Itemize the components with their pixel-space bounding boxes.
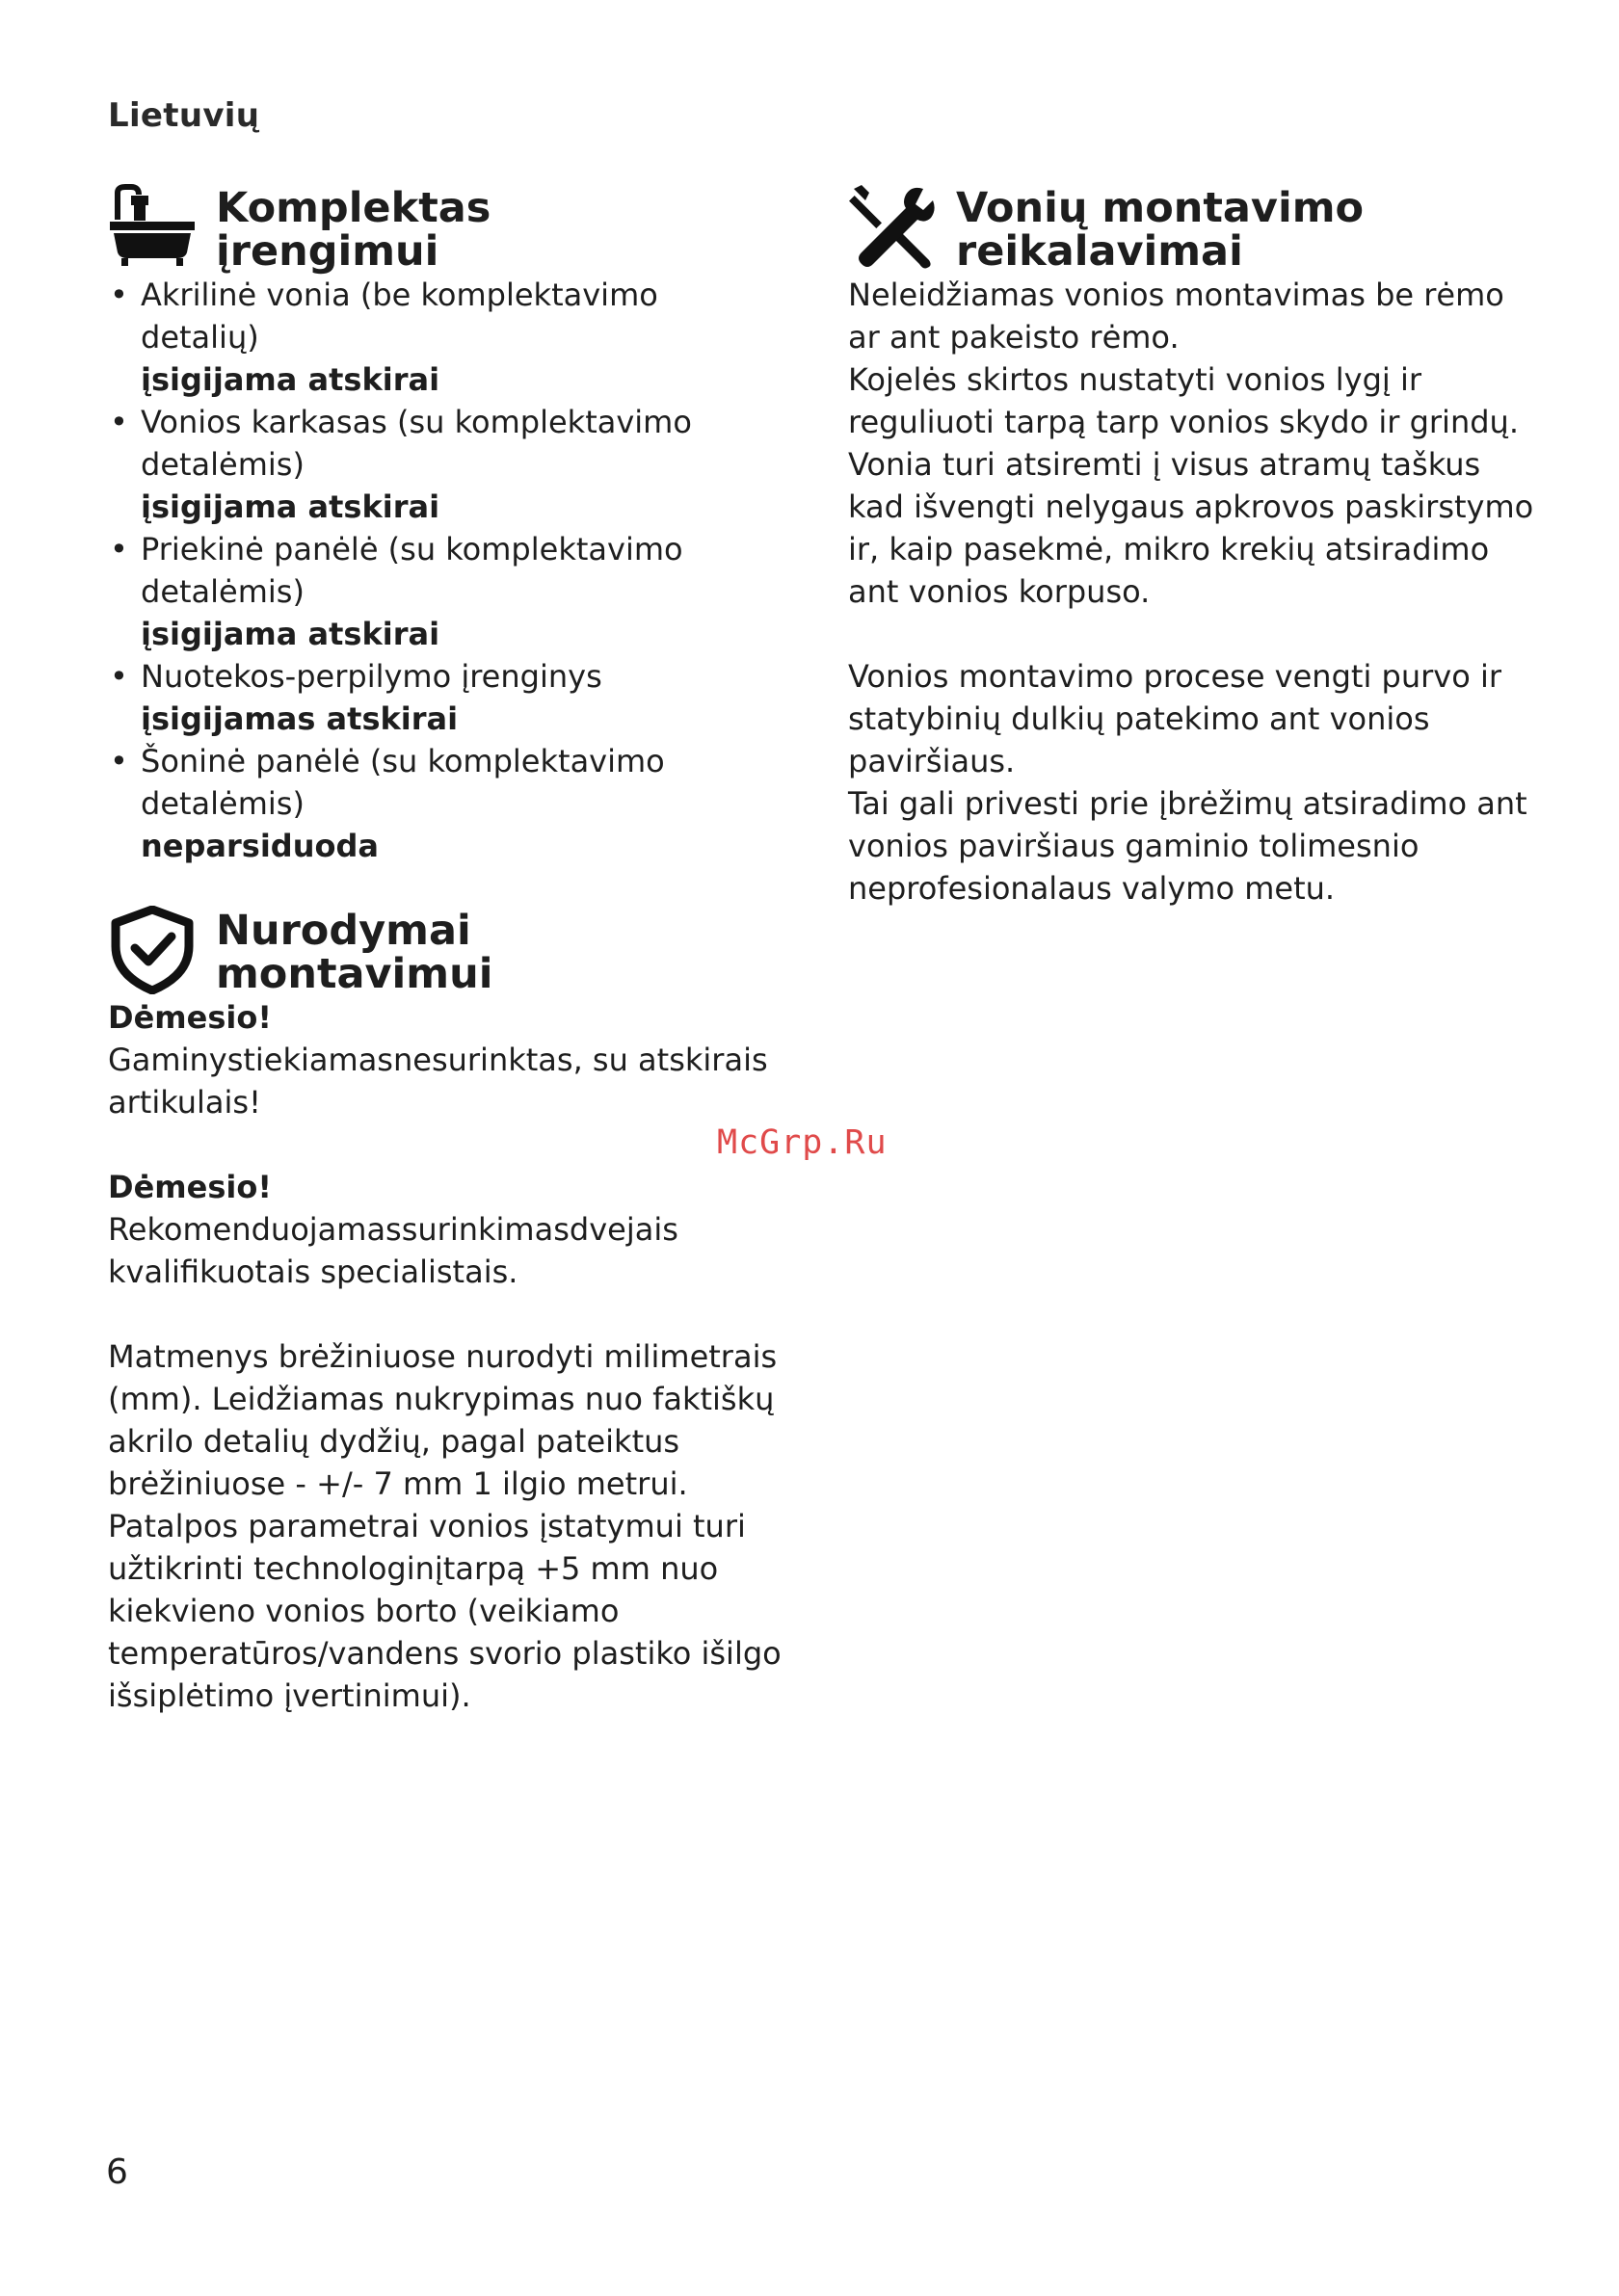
item-text: • Priekinė panėlė (su komplektavimo detalėmis) [141, 531, 683, 610]
list-item [108, 740, 783, 867]
kit-items-list [108, 274, 783, 867]
requirements-title-line1: Vonių montavimo [956, 184, 1365, 232]
warning-text: Rekomenduojamassurinkimasdvejais kvalifikuotais specialistais. [108, 1211, 678, 1290]
item-text: • Šoninė panėlė (su komplektavimo detalėmis) [141, 743, 665, 822]
list-item [108, 274, 783, 401]
item-text: • Akrilinė vonia (be komplektavimo detalių) [141, 277, 658, 356]
tools-icon [848, 183, 937, 272]
kit-section-header [108, 183, 783, 274]
left-column [108, 183, 783, 1717]
instructions-title-line1: Nurodymai [216, 907, 471, 955]
warning-heading: Dėmesio! [108, 1169, 272, 1205]
requirements-paragraph: Kojelės skirtos nustatyti vonios lygį ir reguliuoti tarpą tarp vonios skydo ir grindų. Vonia turi atsiremti į visus atramų taškus kad išvengti nelygaus apkrovos paskirstymo ir, kaip pasekmė, mikro krekių atsiradimo ant vonios korpuso. [848, 361, 1534, 610]
page-language-header: Lietuvių [108, 96, 260, 135]
watermark: McGrp.Ru [717, 1123, 888, 1162]
item-note: įsigijama atskirai [141, 616, 440, 652]
requirements-paragraph: Tai gali privesti prie įbrėžimų atsiradimo ant vonios paviršiaus gaminio tolimesnio neprofesionalaus valymo metu. [848, 785, 1527, 907]
page-number: 6 [106, 2152, 128, 2192]
instructions-section-header [108, 906, 783, 996]
requirements-title-line2: reikalavimai [956, 227, 1243, 276]
item-note: neparsiduoda [141, 828, 379, 864]
item-text: • Nuotekos-perpilymo įrenginys [141, 658, 602, 695]
requirements-title [956, 184, 1365, 276]
kit-title-line2: įrengimui [216, 227, 439, 276]
item-note: įsigijamas atskirai [141, 700, 459, 737]
instructions-title [216, 907, 493, 998]
room-paragraph: Patalpos parametrai vonios įstatymui turi užtikrinti technologinįtarpą +5 mm nuo kiekvieno vonios borto (veikiamo temperatūros/vandens svorio plastiko išilgo išsiplėtimo įvertinimui). [108, 1508, 782, 1714]
dimensions-paragraph: Matmenys brėžiniuose nurodyti milimetrais (mm). Leidžiamas nukrypimas nuo faktiškų akrilo detalių dydžių, pagal pateiktus brėžiniuose - +/- 7 mm 1 ilgio metrui. [108, 1338, 778, 1502]
item-note: įsigijama atskirai [141, 488, 440, 525]
list-item [108, 528, 783, 655]
requirements-body [848, 274, 1542, 910]
kit-title-line1: Komplektas [216, 184, 491, 232]
warning-heading: Dėmesio! [108, 999, 272, 1036]
list-item [108, 401, 783, 528]
list-item [108, 655, 783, 740]
requirements-paragraph: Neleidžiamas vonios montavimas be rėmo ar ant pakeisto rėmo. [848, 277, 1504, 356]
kit-title [216, 184, 491, 276]
instructions-body [108, 996, 783, 1717]
requirements-section-header [848, 183, 1542, 274]
shield-check-icon [108, 906, 197, 994]
item-text: • Vonios karkasas (su komplektavimo detalėmis) [141, 404, 692, 483]
bathtub-icon [108, 183, 197, 272]
right-column [848, 183, 1542, 910]
instructions-title-line2: montavimui [216, 950, 493, 998]
warning-text: Gaminystiekiamasnesurinktas, su atskirais artikulais! [108, 1042, 768, 1121]
item-note: įsigijama atskirai [141, 361, 440, 398]
requirements-paragraph: Vonios montavimo procese vengti purvo ir statybinių dulkių patekimo ant vonios paviršiaus. [848, 658, 1501, 779]
